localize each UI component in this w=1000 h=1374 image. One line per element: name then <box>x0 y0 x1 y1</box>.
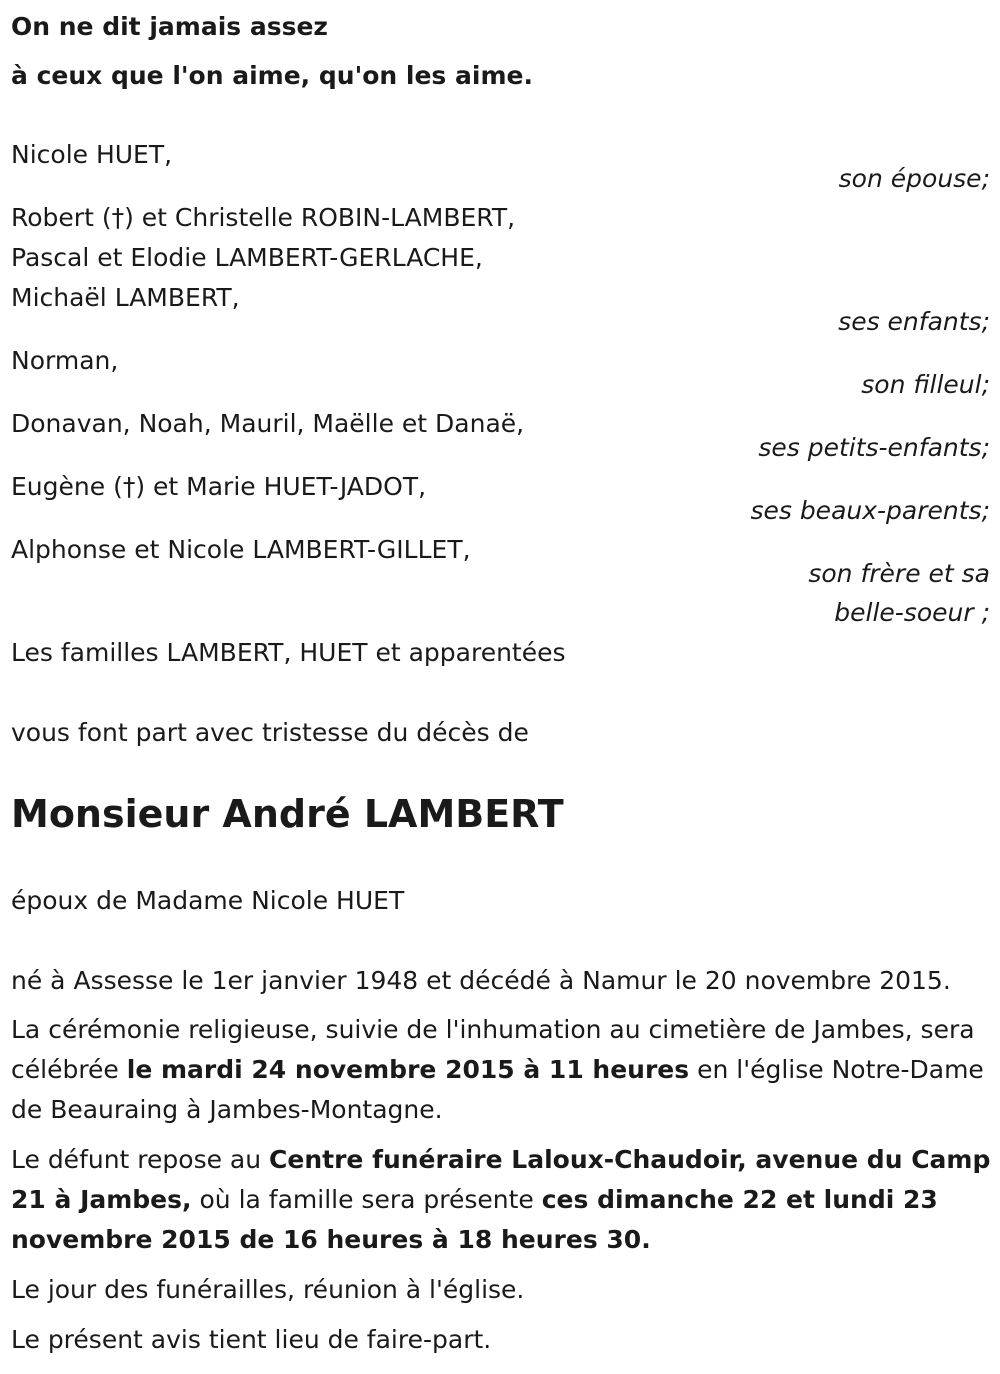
family-relation-siblings-1: son frère et sa <box>808 559 990 588</box>
repose-text-2: où la famille sera présente <box>191 1185 542 1214</box>
funeral-line: Le jour des funérailles, réunion à l'église. <box>11 1275 525 1304</box>
family-relation-siblings-2: belle-soeur ; <box>834 598 990 627</box>
family-relation-parents-in-law: ses beaux-parents; <box>750 496 990 525</box>
announce-line: vous font part avec tristesse du décès de <box>11 718 529 747</box>
spouse-line: époux de Madame Nicole HUET <box>11 886 405 915</box>
families-line: Les familles LAMBERT, HUET et apparentées <box>11 638 566 667</box>
family-name-parents-in-law: Eugène (†) et Marie HUET-JADOT, <box>11 472 427 501</box>
family-relation-children: ses enfants; <box>838 307 990 336</box>
family-name-siblings: Alphonse et Nicole LAMBERT-GILLET, <box>11 535 471 564</box>
family-name-spouse: Nicole HUET, <box>11 140 173 169</box>
ceremony-date: le mardi 24 novembre 2015 à 11 heures <box>126 1055 690 1084</box>
family-name-child-3: Michaël LAMBERT, <box>11 283 240 312</box>
quote-line-1: On ne dit jamais assez <box>11 12 328 41</box>
family-relation-godson: son filleul; <box>861 370 990 399</box>
family-name-child-2: Pascal et Elodie LAMBERT-GERLACHE, <box>11 243 483 272</box>
birth-death-line: né à Assesse le 1er janvier 1948 et décédé à Namur le 20 novembre 2015. <box>11 966 951 995</box>
family-relation-grandchildren: ses petits-enfants; <box>758 433 990 462</box>
repose-dates: ces dimanche 22 et lundi 23 novembre 2015 de 16 heures à 18 heures 30. <box>11 1185 938 1254</box>
deceased-name: Monsieur André LAMBERT <box>11 792 564 836</box>
family-relation-spouse: son épouse; <box>838 164 990 193</box>
notice-line: Le présent avis tient lieu de faire-part. <box>11 1325 492 1354</box>
family-name-grandchildren: Donavan, Noah, Mauril, Maëlle et Danaë, <box>11 409 525 438</box>
repose-text-1: Le défunt repose au <box>11 1145 270 1174</box>
ceremony-paragraph <box>11 1010 996 1130</box>
ceremony-text-2: en l'église Notre-Dame de Beauraing à Jambes-Montagne. <box>11 1055 984 1124</box>
family-name-godson: Norman, <box>11 346 119 375</box>
repose-location: Centre funéraire Laloux-Chaudoir, avenue du Camp 21 à Jambes, <box>11 1145 991 1214</box>
family-name-child-1: Robert (†) et Christelle ROBIN-LAMBERT, <box>11 203 516 232</box>
ceremony-text-1: La cérémonie religieuse, suivie de l'inhumation au cimetière de Jambes, sera célébrée <box>11 1015 975 1084</box>
repose-paragraph <box>11 1140 996 1260</box>
quote-line-2: à ceux que l'on aime, qu'on les aime. <box>11 61 533 90</box>
